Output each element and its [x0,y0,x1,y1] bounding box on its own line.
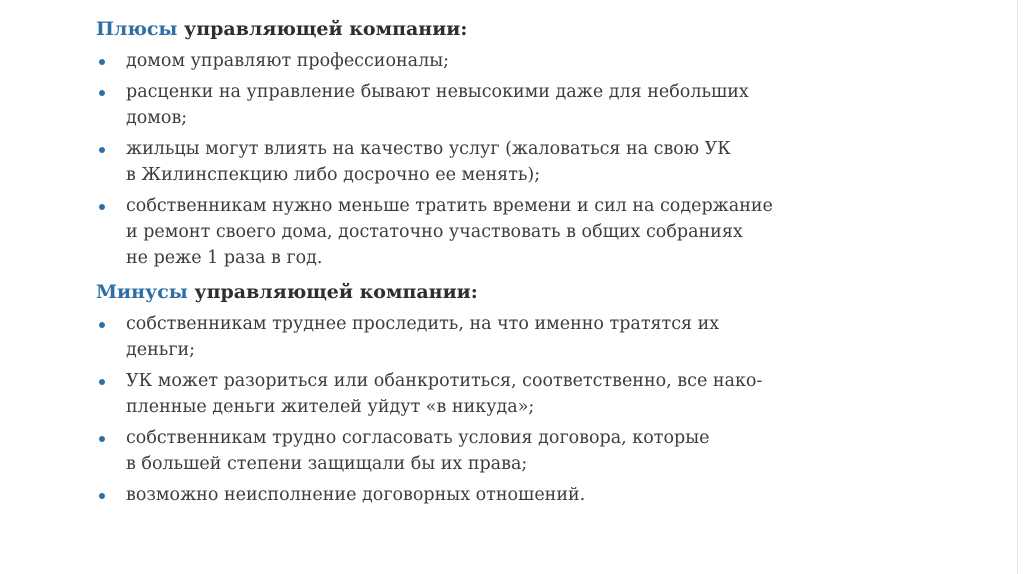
list-item-line: возможно неисполнение договорных отношений. [126,485,586,505]
slide-edge-divider [1017,0,1018,574]
bullet-dot-icon [99,59,105,65]
bullet-dot-icon [99,90,105,96]
list-item [96,136,796,188]
list-item [96,482,796,508]
list-item-line: домов; [126,108,188,128]
slide-content [96,16,796,513]
list-item-line: домом управляют профессионалы; [126,51,450,71]
list-item [96,48,796,74]
list-item-line: собственникам труднее проследить, на что именно тратятся их [126,314,720,334]
list-item [96,79,796,131]
list-item-line: собственникам нужно меньше тратить времени и сил на содержание [126,196,773,216]
list-item-line: расценки на управление бывают невысокими даже для небольших [126,82,749,102]
bullet-dot-icon [99,379,105,385]
bullet-dot-icon [99,147,105,153]
list-item-line: собственникам трудно согласовать условия договора, которые [126,428,710,448]
list-item-line: жильцы могут влиять на качество услуг (жаловаться на свою УК [126,139,731,159]
list-item-line: в большей степени защищали бы их права; [126,454,528,474]
list-item-line: и ремонт своего дома, достаточно участвовать в общих собраниях [126,222,743,242]
list-item-line: в Жилинспекцию либо досрочно ее менять); [126,165,541,185]
pros-heading [96,16,796,42]
pros-heading-accent: Плюсы [96,18,178,40]
bullet-dot-icon [99,322,105,328]
list-item [96,311,796,363]
list-item-line: не реже 1 раза в год. [126,248,323,268]
cons-list [96,311,796,508]
pros-heading-rest: управляющей компании: [177,18,468,40]
bullet-dot-icon [99,493,105,499]
cons-heading [96,279,796,305]
list-item-line: деньги; [126,340,196,360]
bullet-dot-icon [99,204,105,210]
list-item-line: УК может разориться или обанкротиться, соответственно, все нако- [126,371,763,391]
list-item [96,425,796,477]
pros-list [96,48,796,271]
cons-heading-accent: Минусы [96,281,188,303]
cons-heading-rest: управляющей компании: [187,281,478,303]
bullet-dot-icon [99,436,105,442]
list-item [96,193,796,271]
list-item [96,368,796,420]
list-item-line: пленные деньги жителей уйдут «в никуда»; [126,397,535,417]
